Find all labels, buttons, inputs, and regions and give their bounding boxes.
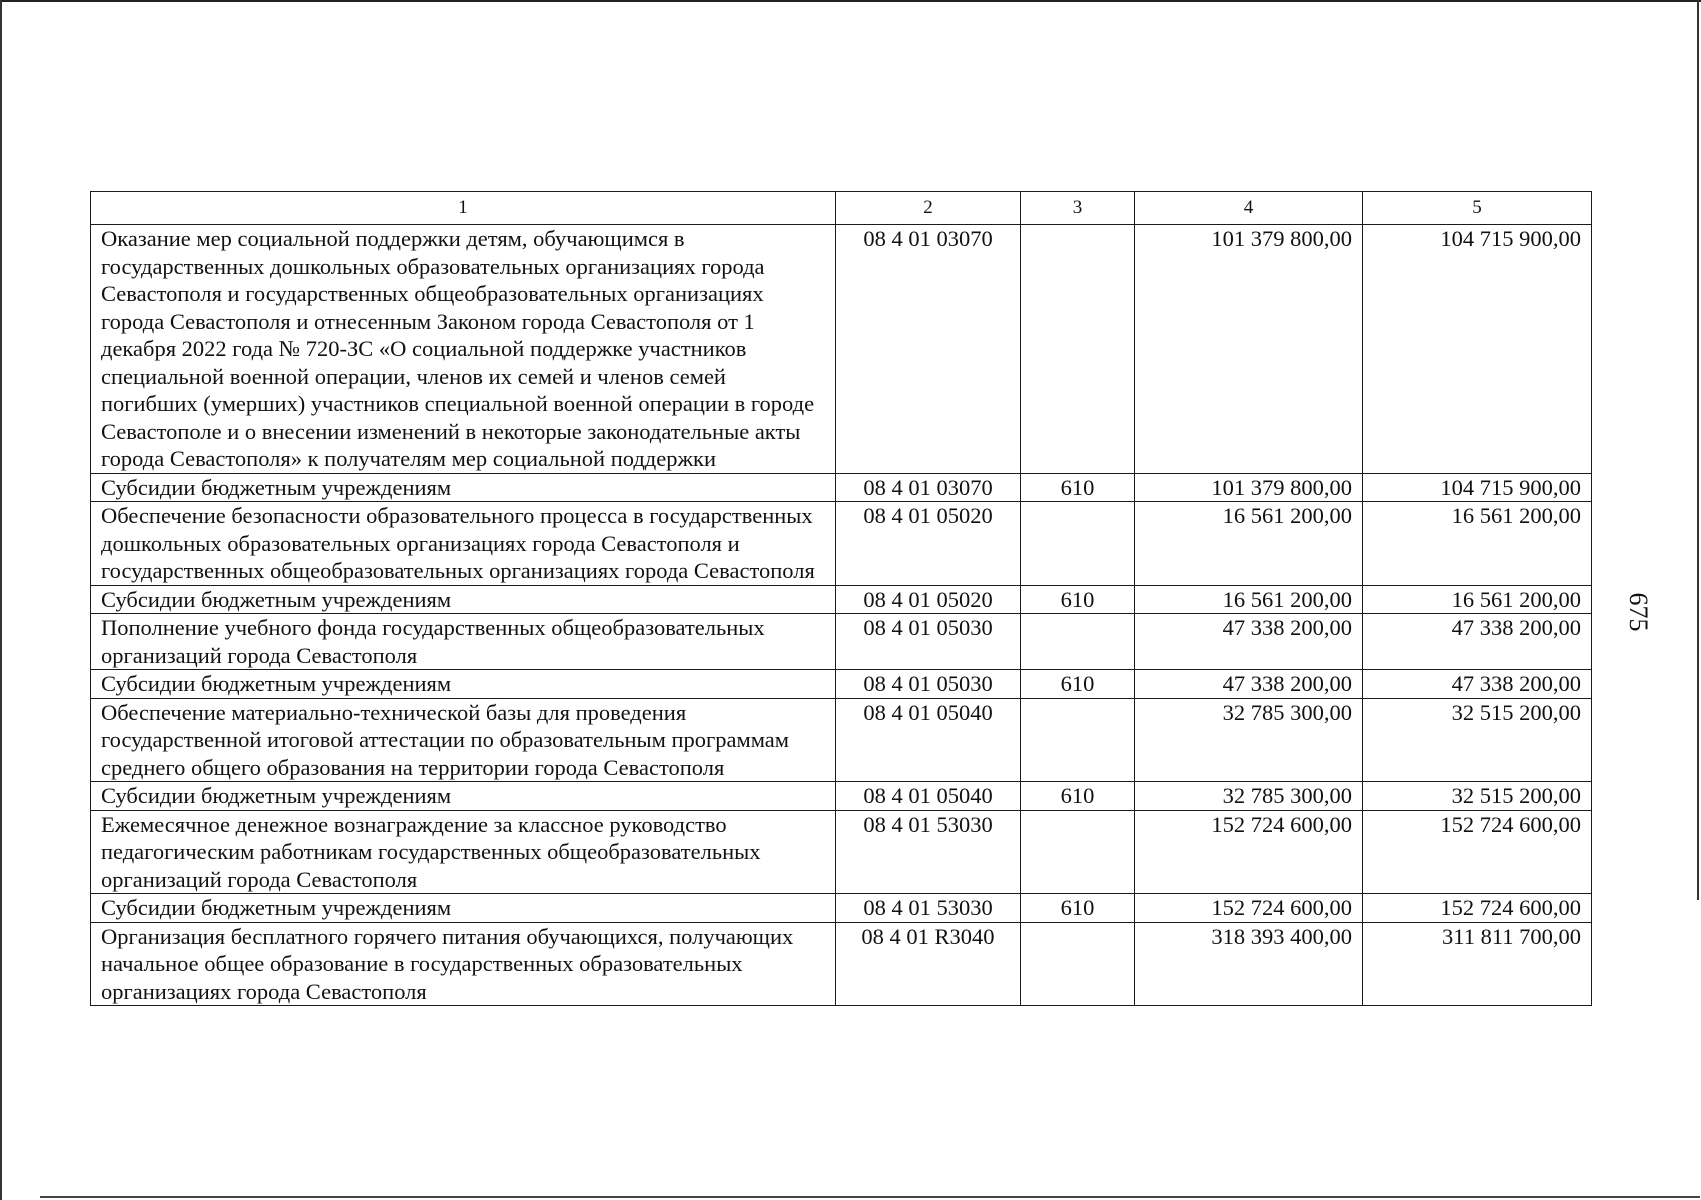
row-target-code: 08 4 01 05040 bbox=[836, 698, 1021, 782]
row-amount-2: 152 724 600,00 bbox=[1363, 810, 1592, 894]
table-row bbox=[91, 670, 1592, 699]
row-amount-2: 152 724 600,00 bbox=[1363, 894, 1592, 923]
row-expense-type bbox=[1021, 502, 1135, 586]
row-target-code: 08 4 01 R3040 bbox=[836, 922, 1021, 1006]
row-amount-1: 47 338 200,00 bbox=[1135, 614, 1363, 670]
column-header-4: 4 bbox=[1135, 192, 1363, 225]
scan-edge-bottom bbox=[40, 1196, 1700, 1198]
row-name: Ежемесячное денежное вознаграждение за классное руководство педагогическим работникам государственных общеобразовательных организаций города Севастополя bbox=[91, 810, 836, 894]
row-expense-type bbox=[1021, 698, 1135, 782]
row-amount-1: 318 393 400,00 bbox=[1135, 922, 1363, 1006]
row-amount-1: 47 338 200,00 bbox=[1135, 670, 1363, 699]
row-amount-1: 152 724 600,00 bbox=[1135, 810, 1363, 894]
row-amount-1: 101 379 800,00 bbox=[1135, 473, 1363, 502]
row-amount-2: 47 338 200,00 bbox=[1363, 670, 1592, 699]
row-name: Обеспечение материально-технической базы для проведения государственной итоговой аттестации по образовательным программам среднего общего образования на территории города Севастополя bbox=[91, 698, 836, 782]
row-name: Субсидии бюджетным учреждениям bbox=[91, 670, 836, 699]
row-name: Пополнение учебного фонда государственных общеобразовательных организаций города Севастополя bbox=[91, 614, 836, 670]
row-target-code: 08 4 01 05020 bbox=[836, 502, 1021, 586]
row-target-code: 08 4 01 03070 bbox=[836, 473, 1021, 502]
row-target-code: 08 4 01 53030 bbox=[836, 894, 1021, 923]
row-amount-2: 104 715 900,00 bbox=[1363, 473, 1592, 502]
row-name: Организация бесплатного горячего питания обучающихся, получающих начальное общее образование в государственных образовательных организациях города Севастополя bbox=[91, 922, 836, 1006]
scan-edge-top bbox=[0, 0, 1701, 2]
column-header-2: 2 bbox=[836, 192, 1021, 225]
row-expense-type bbox=[1021, 810, 1135, 894]
row-name: Оказание мер социальной поддержки детям, обучающимся в государственных дошкольных образовательных организациях города Севастополя и государственных общеобразовательных организациях города Севастополя и отнесенным Законом города Севастополя от 1 декабря 2022 года № 720-ЗС «О социальной поддержке участников специальной военной операции, членов их семей и членов семей погибших (умерших) участников специальной военной операции в городе Севастополе и о внесении изменений в некоторые законодательные акты города Севастополя» к получателям мер социальной поддержки bbox=[91, 225, 836, 474]
scan-edge-right bbox=[1697, 0, 1699, 900]
row-name: Субсидии бюджетным учреждениям bbox=[91, 585, 836, 614]
row-expense-type bbox=[1021, 614, 1135, 670]
row-expense-type bbox=[1021, 225, 1135, 474]
table-row bbox=[91, 585, 1592, 614]
column-header-1: 1 bbox=[91, 192, 836, 225]
row-name: Субсидии бюджетным учреждениям bbox=[91, 473, 836, 502]
row-name: Субсидии бюджетным учреждениям bbox=[91, 894, 836, 923]
row-target-code: 08 4 01 05030 bbox=[836, 614, 1021, 670]
row-amount-1: 16 561 200,00 bbox=[1135, 502, 1363, 586]
row-amount-1: 152 724 600,00 bbox=[1135, 894, 1363, 923]
row-target-code: 08 4 01 05040 bbox=[836, 782, 1021, 811]
budget-table bbox=[90, 191, 1592, 1006]
row-expense-type: 610 bbox=[1021, 670, 1135, 699]
table-row bbox=[91, 473, 1592, 502]
row-amount-1: 101 379 800,00 bbox=[1135, 225, 1363, 474]
table-row bbox=[91, 502, 1592, 586]
row-amount-2: 104 715 900,00 bbox=[1363, 225, 1592, 474]
row-amount-1: 32 785 300,00 bbox=[1135, 698, 1363, 782]
table-row bbox=[91, 894, 1592, 923]
row-amount-2: 32 515 200,00 bbox=[1363, 782, 1592, 811]
row-amount-1: 32 785 300,00 bbox=[1135, 782, 1363, 811]
row-target-code: 08 4 01 05030 bbox=[836, 670, 1021, 699]
row-expense-type: 610 bbox=[1021, 782, 1135, 811]
row-target-code: 08 4 01 53030 bbox=[836, 810, 1021, 894]
table-row bbox=[91, 614, 1592, 670]
row-name: Субсидии бюджетным учреждениям bbox=[91, 782, 836, 811]
table-header-row bbox=[91, 192, 1592, 225]
row-expense-type: 610 bbox=[1021, 473, 1135, 502]
row-amount-2: 47 338 200,00 bbox=[1363, 614, 1592, 670]
table-row bbox=[91, 698, 1592, 782]
table-row bbox=[91, 225, 1592, 474]
row-expense-type: 610 bbox=[1021, 894, 1135, 923]
row-amount-2: 32 515 200,00 bbox=[1363, 698, 1592, 782]
page-number: 675 bbox=[1624, 592, 1653, 632]
table-row bbox=[91, 922, 1592, 1006]
scan-edge-left bbox=[0, 0, 2, 1200]
row-amount-2: 16 561 200,00 bbox=[1363, 502, 1592, 586]
row-name: Обеспечение безопасности образовательного процесса в государственных дошкольных образовательных организациях города Севастополя и государственных общеобразовательных организациях города Севастополя bbox=[91, 502, 836, 586]
row-target-code: 08 4 01 03070 bbox=[836, 225, 1021, 474]
row-target-code: 08 4 01 05020 bbox=[836, 585, 1021, 614]
row-amount-2: 311 811 700,00 bbox=[1363, 922, 1592, 1006]
table-row bbox=[91, 782, 1592, 811]
row-amount-1: 16 561 200,00 bbox=[1135, 585, 1363, 614]
row-amount-2: 16 561 200,00 bbox=[1363, 585, 1592, 614]
row-expense-type: 610 bbox=[1021, 585, 1135, 614]
column-header-3: 3 bbox=[1021, 192, 1135, 225]
table-row bbox=[91, 810, 1592, 894]
row-expense-type bbox=[1021, 922, 1135, 1006]
column-header-5: 5 bbox=[1363, 192, 1592, 225]
